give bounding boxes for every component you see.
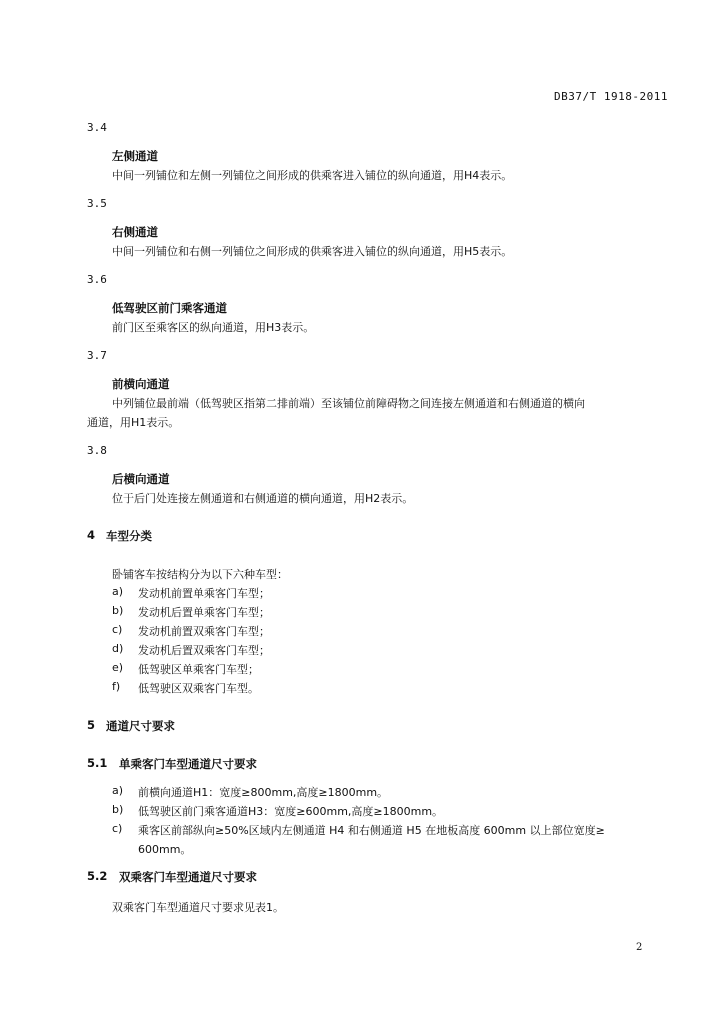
section-intro: 卧铺客车按结构分为以下六种车型： xyxy=(112,568,288,581)
term-definition-line1: 中列铺位最前端（低驾驶区指第二排前端）至该铺位前障碍物之间连接左侧通道和右侧通道的横向 xyxy=(112,397,585,410)
list-item: 前横向通道H1：宽度≥800mm,高度≥1800mm。 xyxy=(138,786,389,799)
section-title: 车型分类 xyxy=(106,529,152,543)
list-item-label: c) xyxy=(112,623,123,636)
list-item: 乘客区前部纵向≥50%区域内左侧通道 H4 和右侧通道 H5 在地板高度 600mm 以上部位宽度≥ xyxy=(138,824,605,837)
list-item-label: b) xyxy=(112,803,124,816)
subsection-title: 双乘客门车型通道尺寸要求 xyxy=(119,870,257,884)
section-number: 4 xyxy=(87,528,96,542)
term-title: 右侧通道 xyxy=(112,225,158,239)
term-number: 3.7 xyxy=(87,349,107,362)
list-item: 发动机前置双乘客门车型； xyxy=(138,625,270,638)
list-item-label: e) xyxy=(112,661,124,674)
term-definition: 位于后门处连接左侧通道和右侧通道的横向通道，用H2表示。 xyxy=(112,492,414,505)
list-item-label: d) xyxy=(112,642,124,655)
subsection-number: 5.2 xyxy=(87,869,108,883)
term-definition: 中间一列铺位和左侧一列铺位之间形成的供乘客进入铺位的纵向通道，用H4表示。 xyxy=(112,169,513,182)
standard-code: DB37/T 1918-2011 xyxy=(554,90,668,103)
term-title: 后横向通道 xyxy=(112,472,170,486)
list-item-label: a) xyxy=(112,585,124,598)
list-item: 低驾驶区前门乘客通道H3：宽度≥600mm,高度≥1800mm。 xyxy=(138,805,444,818)
term-number: 3.5 xyxy=(87,197,107,210)
subsection-title: 单乘客门车型通道尺寸要求 xyxy=(119,757,257,771)
subsection-number: 5.1 xyxy=(87,756,108,770)
term-definition: 中间一列铺位和右侧一列铺位之间形成的供乘客进入铺位的纵向通道，用H5表示。 xyxy=(112,245,513,258)
section-title: 通道尺寸要求 xyxy=(106,719,175,733)
list-item: 低驾驶区单乘客门车型； xyxy=(138,663,259,676)
list-item-label: c) xyxy=(112,822,123,835)
section-number: 5 xyxy=(87,718,96,732)
term-number: 3.8 xyxy=(87,444,107,457)
term-definition: 前门区至乘客区的纵向通道，用H3表示。 xyxy=(112,321,315,334)
term-title: 低驾驶区前门乘客通道 xyxy=(112,301,227,315)
term-number: 3.4 xyxy=(87,121,107,134)
list-item-label: f) xyxy=(112,680,121,693)
list-item: 低驾驶区双乘客门车型。 xyxy=(138,682,259,695)
term-number: 3.6 xyxy=(87,273,107,286)
paragraph: 双乘客门车型通道尺寸要求见表1。 xyxy=(112,901,284,914)
term-definition-line2: 通道，用H1表示。 xyxy=(87,416,180,429)
list-item: 发动机后置单乘客门车型； xyxy=(138,606,270,619)
page-number: 2 xyxy=(636,942,643,953)
list-item-continuation: 600mm。 xyxy=(138,843,192,856)
term-title: 前横向通道 xyxy=(112,377,170,391)
list-item-label: b) xyxy=(112,604,124,617)
list-item: 发动机前置单乘客门车型； xyxy=(138,587,270,600)
term-title: 左侧通道 xyxy=(112,149,158,163)
list-item: 发动机后置双乘客门车型； xyxy=(138,644,270,657)
list-item-label: a) xyxy=(112,784,124,797)
